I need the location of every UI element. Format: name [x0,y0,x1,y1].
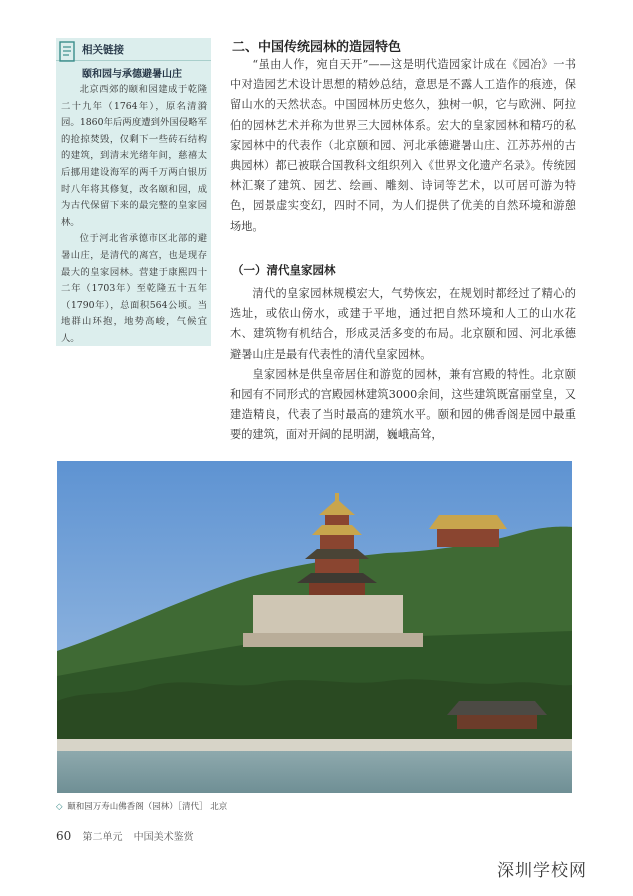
body-text-block-1 [230,55,576,237]
body-text-block-2 [230,284,576,446]
section-title: 二、中国传统园林的造园特色 [232,40,402,55]
caption-marker-icon: ◇ [56,802,63,812]
related-links-subheading: 颐和园与承德避暑山庄 [82,69,182,80]
watermark: 深圳学校网 [497,861,587,881]
lake [57,751,572,793]
body-paragraph: 清代的皇家园林规模宏大，气势恢宏，在规划时都经过了精心的选址，或依山傍水，或建于平地，通过把自然环境和人工的山水花木、建筑物有机结合，形成灵活多变的布局。北京颐和园、河北承德避暑山庄是最有代表性的清代皇家园林。 [230,287,576,361]
page-number: 60 [56,829,72,843]
related-links-box [56,38,211,346]
terrace [253,595,403,639]
body-paragraph: “虽由人作，宛自天开”——这是明代造园家计成在《园冶》一书中对造园艺术设计思想的精妙总结，意思是不露人工造作的痕迹，保留山水的天然状态。中国园林历史悠久，独树一帜，它与欧洲、阿拉伯的园林艺术并称为世界三大园林体系。宏大的皇家园林和精巧的私家园林中的代表作（北京颐和园、河北承德避暑山庄、江苏苏州的古典园林）都已被联合国教科文组织列入《世界文化遗产名录》。传统园林汇聚了建筑、园艺、绘画、雕刻、诗词等艺术，以可居可游为特色，园景虚实变幻，四时不同，为人们提供了优美的自然环境和游憩场地。 [230,58,576,233]
related-links-header [56,38,211,61]
related-links-heading: 相关链接 [82,44,124,56]
unit-title: 中国美术鉴赏 [133,832,194,843]
related-links-paragraph: 北京西郊的颐和园建成于乾隆二十九年（1764年），原名清漪园。1860年后两度遭到外国侵略军的抢掠焚毁，仅剩下一些砖石结构的建筑，到清末光绪年间，慈禧太后挪用建设海军的两千万两白银历时八年将其修复，改名颐和园，成为古代保留下来的最完整的皇家园林。 [61,84,207,228]
related-links-text [61,82,207,346]
body-paragraph: 皇家园林是供皇帝居住和游览的园林，兼有宫殿的特性。北京颐和园有不同形式的宫殿园林建筑3000余间，这些建筑既富丽堂皇，又建造精良，代表了当时最高的建筑水平。颐和园的佛香阁是园中最重要的建筑，面对开阔的昆明湖，巍峨高耸， [230,367,576,442]
subsection-title: （一）清代皇家园林 [232,263,336,277]
caption-text: 颐和园万寿山佛香阁（园林）［清代］ 北京 [67,802,228,812]
document-link-icon [59,41,77,63]
related-links-paragraph: 位于河北省承德市区北部的避暑山庄，是清代的离宫，也是现存最大的皇家园林。营建于康熙四十二年（1703年）至乾隆五十五年（1790年），总面积564公顷。当地群山环抱，地势高峻，气候宜人。 [61,233,207,344]
figure-caption [56,800,227,812]
lakeside-wall [57,739,572,751]
side-hall [429,515,507,547]
terrace-base [243,633,423,647]
lakeside-pavilion [447,701,547,729]
unit-label: 第二单元 [82,832,123,843]
summer-palace-photo [57,461,572,793]
page-footer [56,828,194,843]
